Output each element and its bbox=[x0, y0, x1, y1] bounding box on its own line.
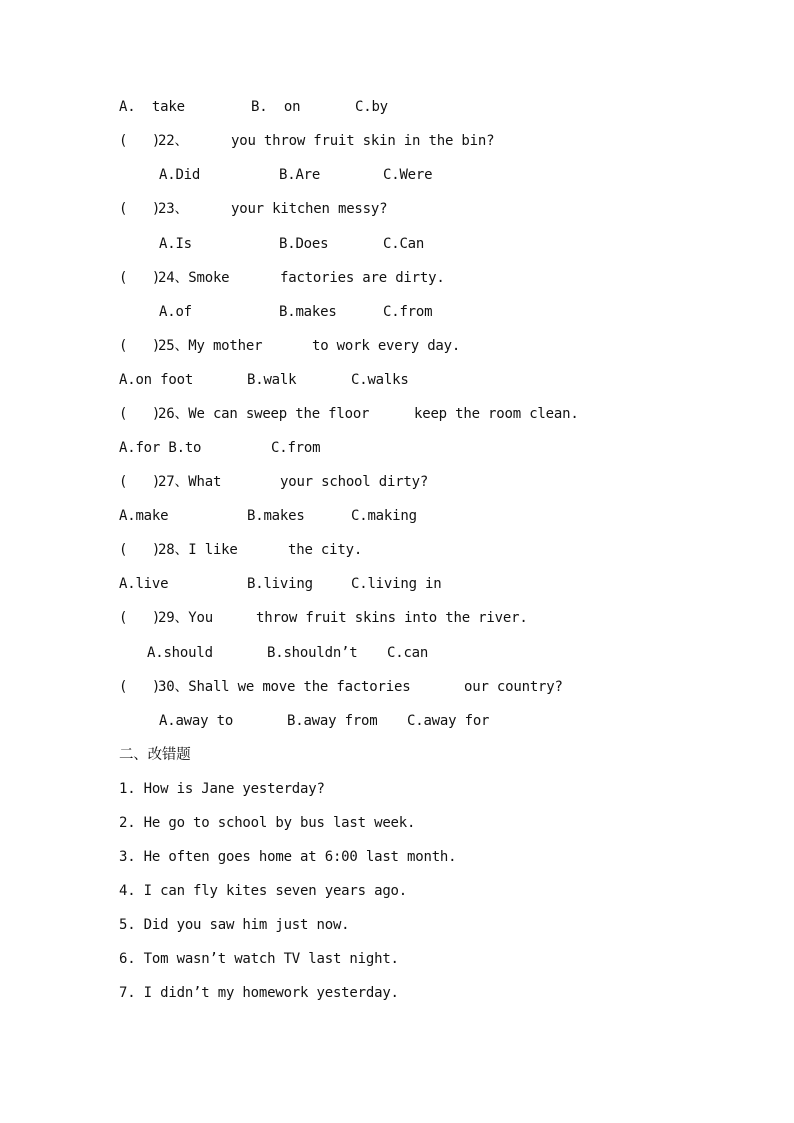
option-b: B.makes bbox=[247, 508, 305, 524]
question-stem-start: 22、 bbox=[158, 133, 189, 149]
correction-item: 4. I can fly kites seven years ago. bbox=[119, 883, 408, 899]
q24-options-row bbox=[0, 302, 794, 322]
q23-options-row bbox=[0, 234, 794, 254]
option-b: B.shouldn’t bbox=[267, 645, 358, 661]
question-stem-end: factories are dirty. bbox=[280, 270, 445, 286]
option-c: C.can bbox=[387, 645, 429, 661]
option-c: C.from bbox=[271, 440, 321, 456]
answer-paren: ( ) bbox=[119, 201, 161, 217]
question-28 bbox=[0, 540, 794, 560]
question-23 bbox=[0, 199, 794, 219]
answer-paren: ( ) bbox=[119, 133, 161, 149]
answer-paren: ( ) bbox=[119, 406, 161, 422]
question-stem-end: keep the room clean. bbox=[414, 406, 579, 422]
q25-options-row bbox=[0, 370, 794, 390]
option-c: C.living in bbox=[351, 576, 442, 592]
option-b: B.Does bbox=[279, 236, 329, 252]
question-stem-start: 29、You bbox=[158, 610, 213, 626]
correction-item: 5. Did you saw him just now. bbox=[119, 917, 350, 933]
q21-option-c: C.by bbox=[355, 99, 388, 115]
option-b: B.living bbox=[247, 576, 313, 592]
q21-option-a: A. take bbox=[119, 99, 185, 115]
option-a: A.of bbox=[159, 304, 192, 320]
option-c: C.away for bbox=[407, 713, 490, 729]
question-stem-start: 24、Smoke bbox=[158, 270, 230, 286]
question-stem-start: 30、Shall we move the factories bbox=[158, 679, 411, 695]
question-stem-end: throw fruit skins into the river. bbox=[256, 610, 528, 626]
question-stem-end: to work every day. bbox=[312, 338, 461, 354]
option-a: A.make bbox=[119, 508, 169, 524]
answer-paren: ( ) bbox=[119, 679, 161, 695]
q28-options-row bbox=[0, 574, 794, 594]
option-b: B.makes bbox=[279, 304, 337, 320]
option-a-b: A.for B.to bbox=[119, 440, 202, 456]
option-a: A.away to bbox=[159, 713, 234, 729]
answer-paren: ( ) bbox=[119, 474, 161, 490]
option-b: B.Are bbox=[279, 167, 321, 183]
question-stem-end: you throw fruit skin in the bin? bbox=[231, 133, 495, 149]
option-b: B.walk bbox=[247, 372, 297, 388]
q29-options-row bbox=[0, 643, 794, 663]
q26-options-row bbox=[0, 438, 794, 458]
q22-options-row bbox=[0, 165, 794, 185]
q27-options-row bbox=[0, 506, 794, 526]
answer-paren: ( ) bbox=[119, 338, 161, 354]
correction-item: 1. How is Jane yesterday? bbox=[119, 781, 325, 797]
option-a: A.Is bbox=[159, 236, 192, 252]
correction-item: 6. Tom wasn’t watch TV last night. bbox=[119, 951, 399, 967]
question-26 bbox=[0, 404, 794, 424]
option-c: C.Were bbox=[383, 167, 433, 183]
option-a: A.should bbox=[147, 645, 213, 661]
q21-options-row bbox=[0, 97, 794, 117]
question-30 bbox=[0, 677, 794, 697]
question-stem-start: 26、We can sweep the floor bbox=[158, 406, 370, 422]
q30-options-row bbox=[0, 711, 794, 731]
question-stem-end: our country? bbox=[464, 679, 563, 695]
question-27 bbox=[0, 472, 794, 492]
q21-option-b: B. on bbox=[251, 99, 301, 115]
option-c: C.making bbox=[351, 508, 417, 524]
correction-item: 3. He often goes home at 6:00 last month. bbox=[119, 849, 457, 865]
option-a: A.on foot bbox=[119, 372, 194, 388]
question-stem-start: 27、What bbox=[158, 474, 222, 490]
question-stem-end: your kitchen messy? bbox=[231, 201, 388, 217]
correction-item: 7. I didn’t my homework yesterday. bbox=[119, 985, 399, 1001]
option-c: C.Can bbox=[383, 236, 425, 252]
option-a: A.live bbox=[119, 576, 169, 592]
section-heading: 二、改错题 bbox=[119, 747, 191, 763]
question-25 bbox=[0, 336, 794, 356]
answer-paren: ( ) bbox=[119, 610, 161, 626]
question-22 bbox=[0, 131, 794, 151]
question-stem-end: your school dirty? bbox=[280, 474, 429, 490]
answer-paren: ( ) bbox=[119, 270, 161, 286]
correction-item: 2. He go to school by bus last week. bbox=[119, 815, 416, 831]
question-24 bbox=[0, 268, 794, 288]
question-stem-start: 28、I like bbox=[158, 542, 238, 558]
option-c: C.walks bbox=[351, 372, 409, 388]
question-29 bbox=[0, 608, 794, 628]
option-a: A.Did bbox=[159, 167, 201, 183]
question-stem-start: 25、My mother bbox=[158, 338, 263, 354]
option-b: B.away from bbox=[287, 713, 378, 729]
question-stem-end: the city. bbox=[288, 542, 363, 558]
option-c: C.from bbox=[383, 304, 433, 320]
question-stem-start: 23、 bbox=[158, 201, 189, 217]
answer-paren: ( ) bbox=[119, 542, 161, 558]
